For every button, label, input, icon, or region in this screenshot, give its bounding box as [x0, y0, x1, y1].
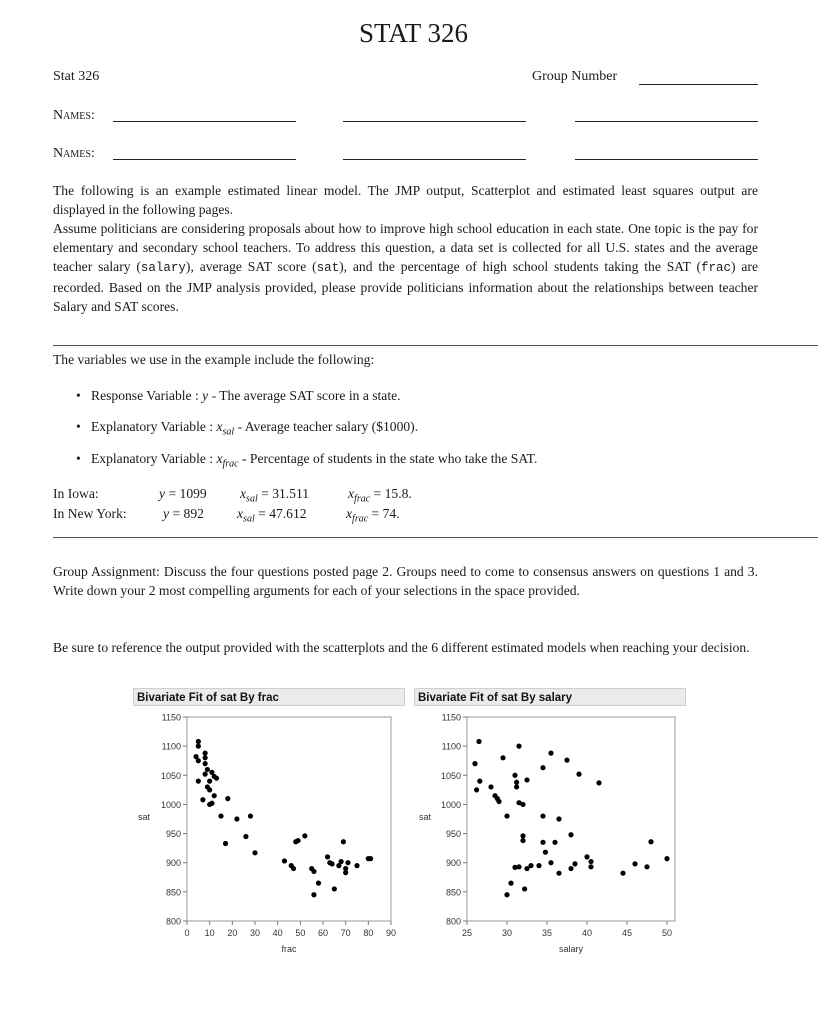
x-tick-label: 45	[621, 928, 633, 938]
x-tick-label: 25	[461, 928, 473, 938]
data-point	[339, 859, 344, 864]
data-point	[588, 859, 593, 864]
data-point	[576, 772, 581, 777]
data-point	[664, 856, 669, 861]
data-point	[584, 854, 589, 859]
variables-intro: The variables we use in the example include the following:	[53, 352, 375, 367]
data-point	[568, 866, 573, 871]
data-point	[200, 797, 205, 802]
data-point	[225, 796, 230, 801]
data-point	[620, 871, 625, 876]
y-tick-label: 950	[165, 829, 181, 840]
data-point	[540, 765, 545, 770]
y-tick-label: 850	[165, 887, 181, 898]
example-state-newyork: In New York:	[53, 506, 127, 521]
data-point	[477, 779, 482, 784]
data-point	[302, 833, 307, 838]
data-point	[556, 871, 561, 876]
x-tick-label: 80	[363, 928, 374, 938]
data-point	[209, 801, 214, 806]
group-number-label: Group Number	[532, 69, 618, 84]
data-point	[214, 776, 219, 781]
data-point	[196, 739, 201, 744]
example-newyork-xfrac: $x_{frac} = 74$.	[346, 506, 400, 525]
data-point	[632, 861, 637, 866]
data-point	[472, 761, 477, 766]
data-point	[516, 744, 521, 749]
data-point	[552, 840, 557, 845]
data-point	[282, 858, 287, 863]
y-tick-label: 1050	[440, 770, 461, 781]
data-point	[196, 758, 201, 763]
data-point	[528, 863, 533, 868]
data-point	[325, 854, 330, 859]
data-point	[196, 744, 201, 749]
data-point	[203, 772, 208, 777]
x-tick-label: 0	[184, 928, 190, 938]
x-tick-label: 40	[272, 928, 283, 938]
data-point	[540, 840, 545, 845]
x-tick-label: 50	[661, 928, 673, 938]
data-point	[648, 839, 653, 844]
data-point	[203, 751, 208, 756]
y-tick-label: 1050	[160, 770, 181, 781]
data-point	[588, 864, 593, 869]
data-point	[495, 796, 500, 801]
y-tick-label: 900	[445, 858, 461, 869]
data-point	[522, 886, 527, 891]
data-point	[514, 780, 519, 785]
data-point	[596, 780, 601, 785]
data-point	[311, 892, 316, 897]
y-tick-label: 1000	[160, 799, 181, 810]
data-point	[207, 787, 212, 792]
page-title: STAT 326	[358, 18, 469, 48]
data-point	[508, 881, 513, 886]
data-point	[504, 813, 509, 818]
x-tick-label: 30	[249, 928, 261, 938]
example-state-iowa: In Iowa:	[53, 486, 99, 501]
example-newyork-xsal: $x_{sal} = 47.612$	[237, 506, 307, 525]
y-axis-label: sat	[418, 812, 432, 822]
x-tick-label: 60	[317, 928, 329, 938]
assignment-paragraph-2: Be sure to reference the output provided with the scatterplots and the 6 different estimated models when reaching your decision.	[53, 640, 750, 655]
example-newyork-y: y = 892	[163, 506, 204, 521]
data-point	[514, 784, 519, 789]
data-point	[520, 833, 525, 838]
data-point	[329, 861, 334, 866]
y-tick-label: 1150	[161, 712, 181, 723]
plot-frame	[467, 717, 675, 921]
data-point	[345, 860, 350, 865]
names-label-2: Names:	[53, 146, 95, 161]
data-point	[234, 816, 239, 821]
data-point	[524, 777, 529, 782]
data-point	[556, 816, 561, 821]
chart-title-salary: Bivariate Fit of sat By salary	[414, 688, 686, 706]
plot-frame	[187, 717, 391, 921]
data-point	[212, 793, 217, 798]
example-iowa-xfrac: $x_{frac} = 15.8$.	[348, 486, 412, 505]
data-point	[243, 834, 248, 839]
data-point	[520, 838, 525, 843]
data-point	[203, 761, 208, 766]
intro-paragraph-1: The following is an example estimated linear model. The JMP output, Scatterplot and estimated least squares output are displayed in the following pages.	[53, 183, 758, 217]
data-point	[248, 813, 253, 818]
data-point	[540, 813, 545, 818]
data-point	[644, 864, 649, 869]
data-point	[205, 767, 210, 772]
data-point	[504, 892, 509, 897]
y-tick-label: 1100	[161, 741, 181, 752]
data-point	[572, 861, 577, 866]
data-point	[354, 863, 359, 868]
y-tick-label: 800	[445, 916, 461, 927]
data-point	[368, 856, 373, 861]
data-point	[488, 784, 493, 789]
course-label: Stat 326	[53, 69, 100, 84]
data-point	[291, 866, 296, 871]
x-axis-label: frac	[281, 944, 297, 954]
data-point	[341, 839, 346, 844]
data-point	[516, 864, 521, 869]
x-tick-label: 50	[295, 928, 306, 938]
data-point	[196, 779, 201, 784]
data-point	[512, 773, 517, 778]
data-point	[207, 779, 212, 784]
data-point	[548, 751, 553, 756]
data-point	[223, 841, 228, 846]
chart-title-frac: Bivariate Fit of sat By frac	[133, 688, 405, 706]
data-point	[543, 850, 548, 855]
assignment-paragraph-1: Group Assignment: Discuss the four questions posted page 2. Groups need to come to consensus answers on questions 1 and 3. Write down your 2 most compelling arguments for each of your selections in the space provided.	[53, 564, 758, 598]
data-point	[203, 755, 208, 760]
variable-item-response: • Response Variable : y - The average SAT score in a state.	[76, 388, 401, 403]
names-label-1: Names:	[53, 108, 95, 123]
data-point	[252, 850, 257, 855]
y-tick-label: 850	[445, 887, 461, 898]
data-point	[536, 863, 541, 868]
data-point	[474, 787, 479, 792]
data-point	[218, 813, 223, 818]
y-tick-label: 900	[165, 858, 181, 869]
y-tick-label: 1100	[441, 741, 461, 752]
x-tick-label: 10	[204, 928, 215, 938]
data-point	[520, 802, 525, 807]
data-point	[332, 886, 337, 891]
example-iowa-y: y = 1099	[159, 486, 207, 501]
data-point	[316, 881, 321, 886]
data-point	[500, 755, 505, 760]
x-axis-label: salary	[558, 944, 584, 954]
scatterplot-sat-by-frac	[138, 713, 396, 955]
x-tick-label: 20	[227, 928, 238, 938]
data-point	[295, 838, 300, 843]
y-tick-label: 950	[445, 829, 461, 840]
y-tick-label: 1150	[441, 712, 461, 723]
y-tick-label: 800	[165, 916, 181, 927]
x-tick-label: 90	[385, 928, 397, 938]
data-point	[568, 832, 573, 837]
variable-item-frac: • Explanatory Variable : $x_{frac}$ - Percentage of students in the state who take the SAT.	[76, 451, 538, 470]
variable-item-salary: • Explanatory Variable : $x_{sal}$ - Average teacher salary ($1000).	[76, 419, 419, 438]
x-tick-label: 30	[501, 928, 513, 938]
data-point	[476, 739, 481, 744]
data-point	[343, 870, 348, 875]
x-tick-label: 35	[541, 928, 553, 938]
y-axis-label: sat	[137, 812, 151, 822]
y-tick-label: 1000	[440, 799, 461, 810]
scatterplot-sat-by-salary	[419, 713, 675, 955]
data-point	[311, 869, 316, 874]
example-iowa-xsal: $x_{sal} = 31.511$	[240, 486, 310, 505]
data-point	[564, 758, 569, 763]
x-tick-label: 70	[340, 928, 351, 938]
data-point	[548, 860, 553, 865]
x-tick-label: 40	[581, 928, 593, 938]
intro-paragraph-2: Assume politicians are considering proposals about how to improve high school education in each state. One topic is the pay for elementary and secondary school teachers. To address this question, a data set is collected for all U.S. states and the average teacher salary (salary), average SAT score (sat), and the percentage of high school students taking the SAT (frac) are recorded. Based on the JMP analysis provided, please provide politicians information about the relationships between teacher Salary and SAT scores.	[53, 221, 758, 314]
